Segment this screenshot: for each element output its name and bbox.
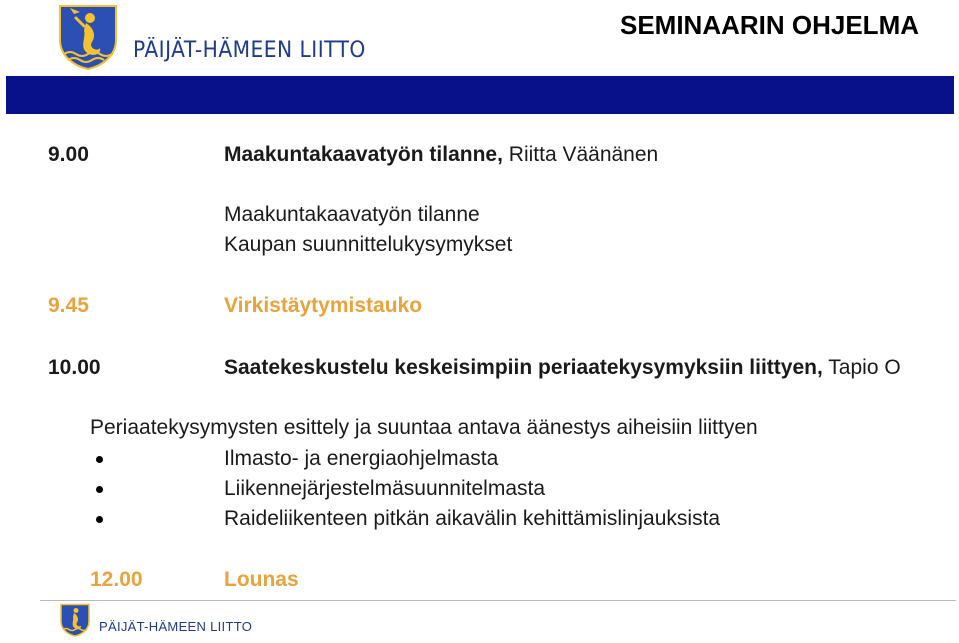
program-item-1	[224, 142, 658, 168]
org-name: PÄIJÄT-HÄMEEN LIITTO	[133, 38, 366, 63]
bullet-icon	[96, 456, 103, 463]
item-1-subitem: Maakuntakaavatyön tilanne	[224, 203, 480, 226]
footer-org-name: PÄIJÄT-HÄMEEN LIITTO	[99, 619, 253, 634]
item-1-title: Maakuntakaavatyön tilanne,	[224, 143, 503, 166]
header-bar	[6, 76, 954, 114]
page-title: SEMINAARIN OHJELMA	[619, 10, 919, 40]
item-3-bullet: Ilmasto- ja energiaohjelmasta	[224, 447, 499, 470]
coat-of-arms-logo-icon	[58, 4, 118, 70]
bullet-icon	[96, 486, 103, 493]
item-2-title: Virkistäytymistauko	[224, 294, 423, 317]
time-9-00: 9.00	[48, 143, 89, 166]
program-item-3	[224, 355, 901, 381]
time-10-00: 10.00	[48, 356, 101, 379]
item-1-speaker: Riitta Väänänen	[508, 143, 659, 166]
bullet-icon	[96, 516, 103, 523]
time-9-45: 9.45	[48, 294, 89, 317]
item-4-title: Lounas	[224, 568, 299, 591]
footer-divider	[40, 600, 956, 601]
time-12-00: 12.00	[90, 568, 143, 591]
footer-coat-of-arms-icon	[60, 602, 90, 638]
item-3-bullet: Raideliikenteen pitkän aikavälin kehittämislinjauksista	[224, 507, 721, 530]
item-1-subitem: Kaupan suunnittelukysymykset	[224, 233, 513, 256]
item-3-speaker: Tapio O	[828, 356, 901, 379]
item-3-title: Saatekeskustelu keskeisimpiin periaatekysymyksiin liittyen,	[224, 356, 823, 379]
item-3-bullet: Liikennejärjestelmäsuunnitelmasta	[224, 477, 546, 500]
item-3-intro: Periaatekysymysten esittely ja suuntaa antava äänestys aiheisiin liittyen	[90, 416, 758, 439]
